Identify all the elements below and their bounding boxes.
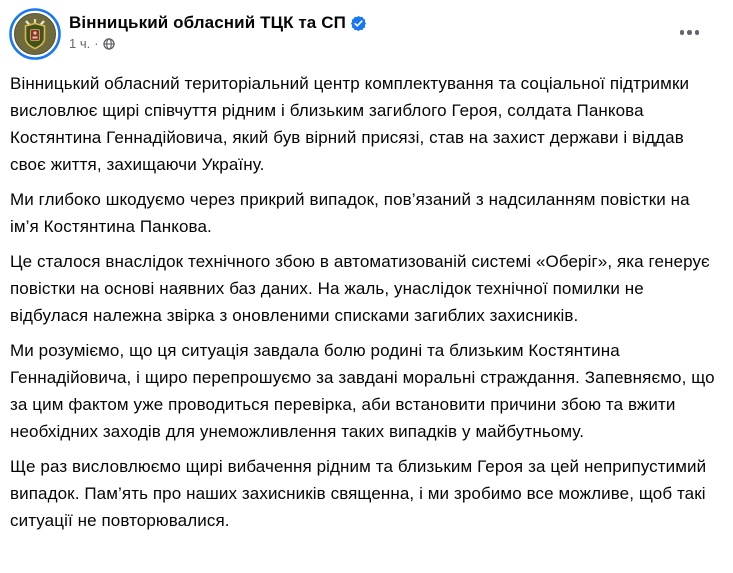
meta-separator: · [94, 36, 99, 51]
post-paragraph: Ще раз висловлюємо щирі вибачення рідним та близьким Героя за цей неприпустимий випадок. Пам’ять про наших захисників священна, і ми зробимо все можливе, щоб такі ситуації не повторювалися. [10, 457, 707, 530]
name-row [69, 12, 717, 33]
post-header [0, 0, 733, 64]
more-options-ellipsis-icon [680, 30, 685, 35]
post-paragraph: Ми глибоко шкодуємо через прикрий випадок, пов’язаний з надсиланням повістки на ім’я Костянтина Панкова. [10, 190, 690, 236]
public-audience-globe-icon [103, 38, 115, 50]
post-meta [69, 36, 717, 52]
post-text [0, 64, 733, 534]
post-paragraph: Вінницький обласний територіальний центр комплектування та соціальної підтримки висловлює щирі співчуття рідним і близьким загиблого Героя, солдата Панкова Костянтина Геннадійовича, який був вірний присязі, став на захист держави і віддав своє життя, захищаючи Україну. [10, 74, 690, 174]
more-options-button[interactable] [674, 24, 706, 41]
page-logo-military-emblem-icon [9, 8, 61, 60]
post-paragraph: Ми розуміємо, що ця ситуація завдала болю родині та близьким Костянтина Геннадійовича, і щиро перепрошуємо за завдані моральні страждання. Запевняємо, що за цим фактом уже проводиться перевірка, аби встановити причини збою та вжити необхідних заходів для унеможливлення таких випадків у майбутньому. [10, 341, 715, 441]
avatar[interactable] [9, 8, 61, 60]
post-paragraph: Це сталося внаслідок технічного збою в автоматизованій системі «Оберіг», яка генерує повістки на основі наявних баз даних. На жаль, унаслідок технічної помилки не відбулася належна звірка з оновленими списками загиблих захисників. [10, 252, 710, 325]
verified-badge-icon [351, 16, 366, 31]
page-name-link[interactable]: Вінницький обласний ТЦК та СП [69, 13, 346, 32]
header-info [69, 8, 717, 52]
timestamp-link[interactable]: 1 ч. [69, 36, 91, 51]
